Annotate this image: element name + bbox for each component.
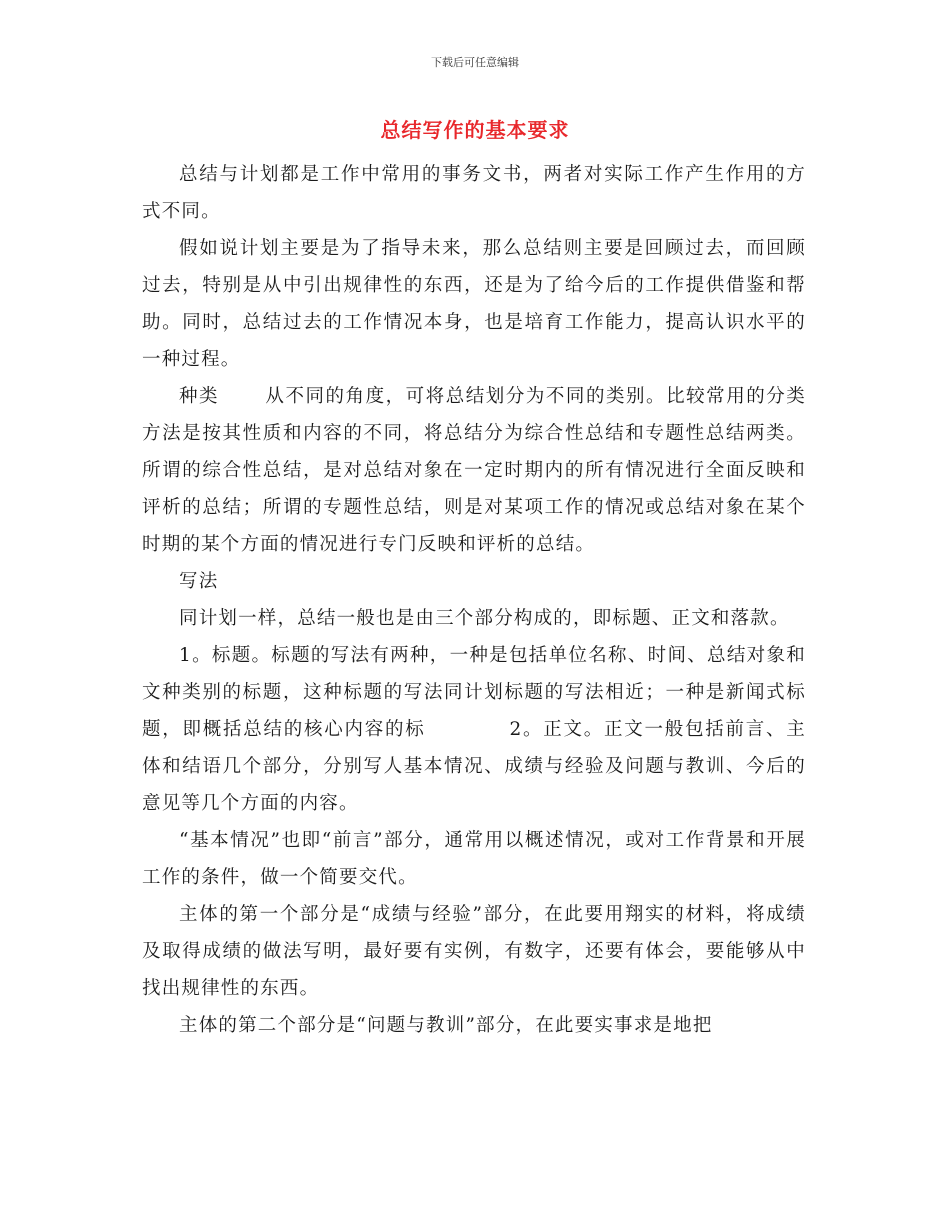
paragraph-basic-situation: “基本情况”也即“前言”部分，通常用以概述情况，或对工作背景和开展工作的条件，做一个简要交代。	[142, 830, 806, 888]
paragraph-body-text: 2。正文。正文一般包括前言、主体和结语几个部分，分别写人基本情况、成绩与经验及问题与教训、今后的意见等几个方面的内容。	[142, 719, 806, 814]
paragraph-structure: 同计划一样，总结一般也是由三个部分构成的，即标题、正文和落款。	[179, 608, 790, 629]
paragraph-purpose: 假如说计划主要是为了指导未来，那么总结则主要是回顾过去，而回顾过去，特别是从中引出规律性的东西，还是为了给今后的工作提供借鉴和帮助。同时，总结过去的工作情况本身，也是培育工作能力，提高认识水平的一种过程。	[142, 238, 806, 370]
paragraph-types-text: 从不同的角度，可将总结划分为不同的类别。比较常用的分类方法是按其性质和内容的不同，将总结分为综合性总结和专题性总结两类。所谓的综合性总结，是对总结对象在一定时期内的所有情况进行全面反映和评析的总结；所谓的专题性总结，则是对某项工作的情况或总结对象在某个时期的某个方面的情况进行专门反映和评析的总结。	[142, 386, 806, 555]
paragraph-achievements: 主体的第一个部分是“成绩与经验”部分，在此要用翔实的材料，将成绩及取得成绩的做法写明，最好要有实例，有数字，还要有体会，要能够从中找出规律性的东西。	[142, 904, 806, 999]
document-body	[142, 156, 806, 1044]
document-title: 总结写作的基本要求	[380, 118, 570, 142]
paragraph-title-and-body	[142, 637, 806, 822]
section-label-types: 种类	[179, 386, 220, 407]
page-header-note: 下载后可任意编辑	[431, 56, 519, 69]
paragraph-types	[142, 378, 806, 563]
paragraph-intro: 总结与计划都是工作中常用的事务文书，两者对实际工作产生作用的方式不同。	[142, 164, 806, 222]
section-heading-writing: 写法	[179, 571, 219, 592]
paragraph-problems: 主体的第二个部分是“问题与教训”部分，在此要实事求是地把	[179, 1015, 713, 1036]
paragraph-title-text: 1。标题。标题的写法有两种，一种是包括单位名称、时间、总结对象和文种类别的标题，这种标题的写法同计划标题的写法相近；一种是新闻式标题，即概括总结的核心内容的标	[142, 645, 806, 740]
